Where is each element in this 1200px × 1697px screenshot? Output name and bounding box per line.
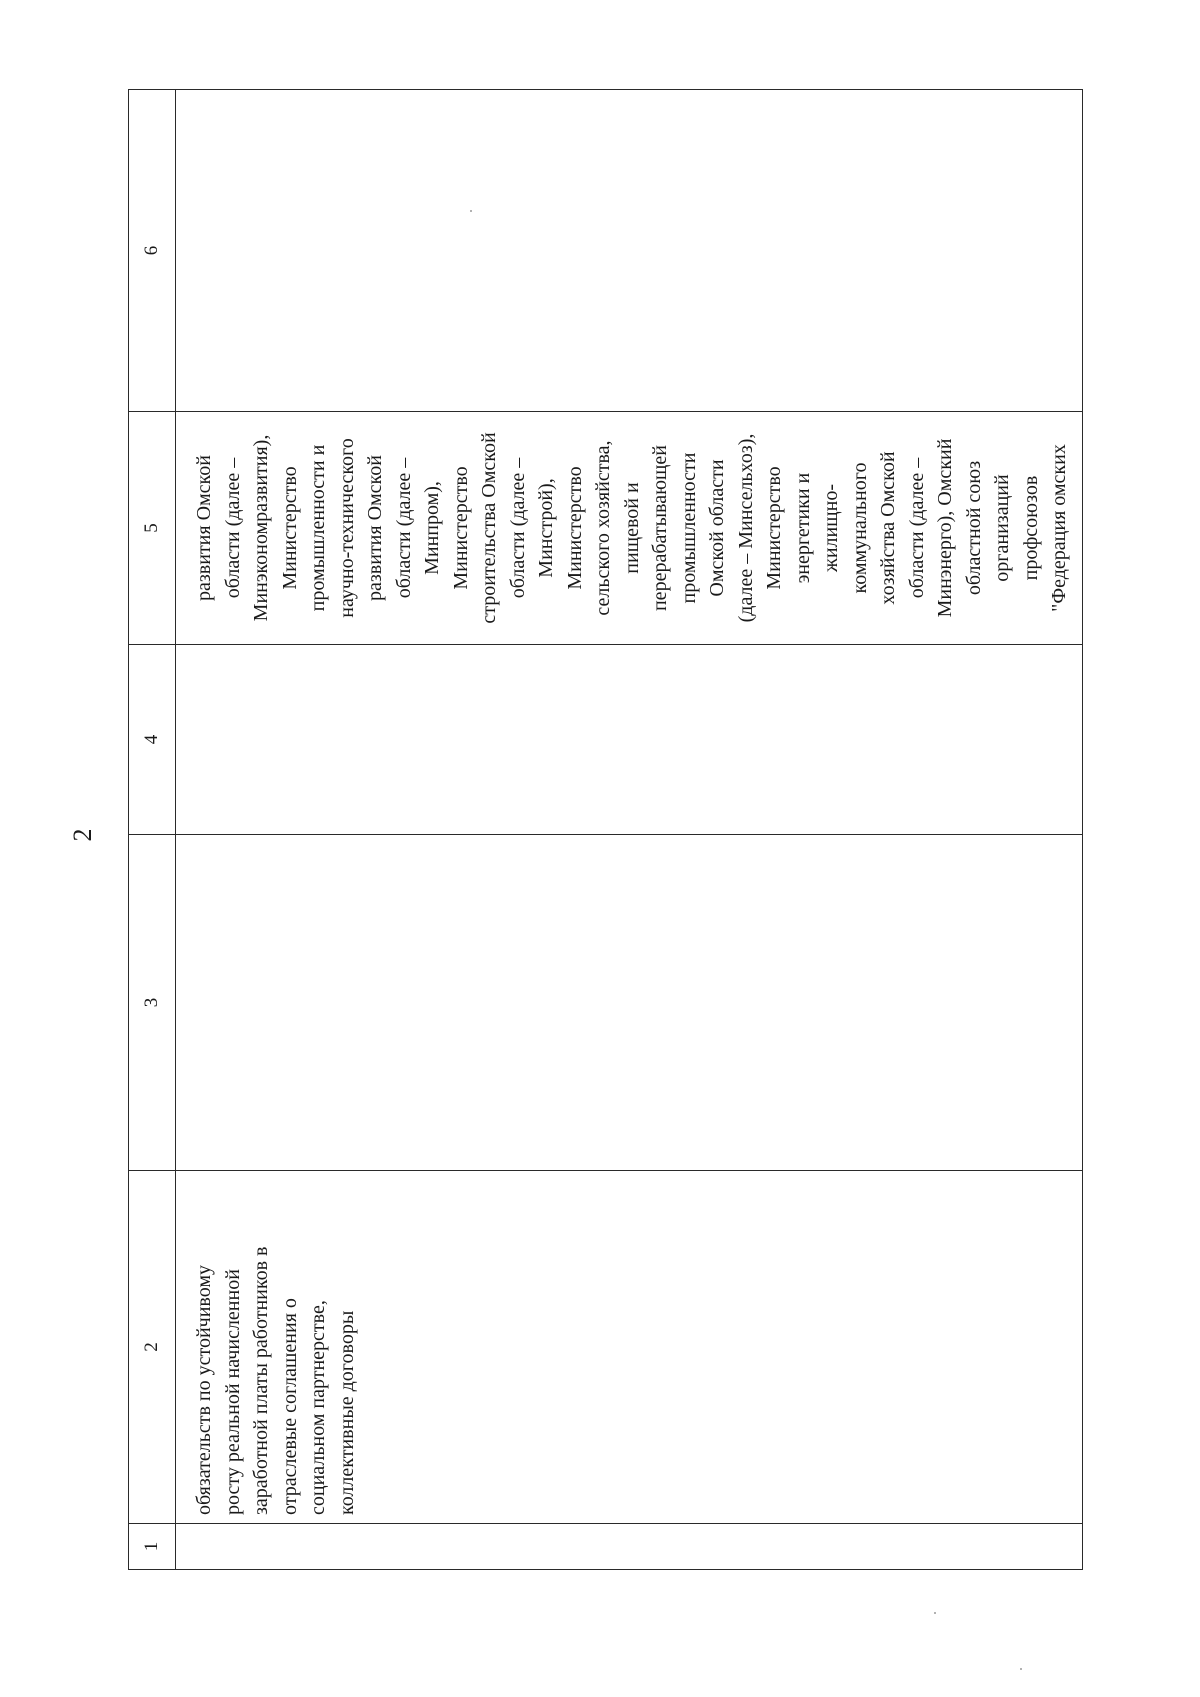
- scan-speck: [470, 210, 472, 212]
- text-line: "Федерация омских: [1048, 444, 1070, 612]
- text-line: Омской области: [706, 459, 728, 597]
- document-table: [128, 89, 1083, 1570]
- page-number: 2: [68, 828, 97, 842]
- text-line: области (далее –: [506, 457, 529, 599]
- cell-col-5-text: [176, 412, 1074, 644]
- header-col-6: 6: [129, 90, 176, 412]
- cell-col-1: [176, 1524, 1083, 1570]
- text-line: социальном партнерстве,: [307, 1300, 329, 1515]
- cell-col-3: [176, 835, 1083, 1171]
- document-table-wrapper: [128, 90, 1083, 1570]
- text-line: развития Омской: [364, 455, 386, 601]
- text-line: Минэкономразвития),: [250, 434, 272, 622]
- scan-speck: [1020, 1668, 1022, 1670]
- text-line: области (далее –: [221, 457, 244, 599]
- text-line: жилищно-: [820, 484, 842, 572]
- text-line: перерабатывающей: [649, 444, 671, 612]
- text-line: Министерство: [563, 466, 586, 590]
- text-line: коммунального: [848, 462, 871, 594]
- text-line: научно-технического: [335, 438, 358, 618]
- text-line: области (далее –: [905, 457, 928, 599]
- text-line: коллективные договоры: [335, 1310, 358, 1515]
- table-row: [176, 90, 1083, 1570]
- cell-col-5: [176, 412, 1083, 645]
- table-header-row: [129, 90, 176, 1570]
- scan-speck: [934, 1612, 936, 1614]
- text-line: Минстрой),: [535, 478, 557, 578]
- text-line: строительства Омской: [478, 432, 500, 624]
- header-col-4: 4: [129, 645, 176, 835]
- text-line: хозяйства Омской: [877, 451, 899, 605]
- cell-col-2-text: [176, 1171, 361, 1523]
- header-col-2: 2: [129, 1171, 176, 1524]
- cell-col-4: [176, 645, 1083, 835]
- text-line: областной союз: [962, 460, 985, 596]
- text-line: развития Омской: [193, 455, 215, 601]
- text-line: промышленности: [677, 452, 700, 604]
- text-line: энергетики и: [791, 472, 814, 584]
- text-line: промышленности и: [307, 444, 329, 612]
- header-col-5: 5: [129, 412, 176, 645]
- text-line: профсоюзов: [1019, 475, 1042, 581]
- text-line: Министерство: [449, 466, 472, 590]
- text-line: Минэнерго), Омский: [934, 438, 956, 618]
- text-line: организаций: [991, 474, 1013, 582]
- text-line: сельского хозяйства,: [592, 440, 614, 616]
- cell-col-2: [176, 1171, 1083, 1524]
- text-line: отраслевые соглашения о: [278, 1298, 301, 1515]
- text-line: обязательств по устойчивому: [193, 1264, 215, 1515]
- cell-col-6: [176, 90, 1083, 412]
- header-col-1: 1: [129, 1524, 176, 1570]
- text-line: Минпром),: [421, 481, 443, 575]
- text-line: (далее – Минсельхоз),: [734, 433, 757, 623]
- text-line: пищевой и: [620, 482, 643, 574]
- text-line: Министерство: [278, 466, 301, 590]
- text-line: области (далее –: [392, 457, 415, 599]
- text-line: заработной платы работников в: [250, 1246, 272, 1515]
- text-line: Министерство: [763, 466, 785, 590]
- text-line: росту реальной начисленной: [221, 1269, 244, 1515]
- header-col-3: 3: [129, 835, 176, 1171]
